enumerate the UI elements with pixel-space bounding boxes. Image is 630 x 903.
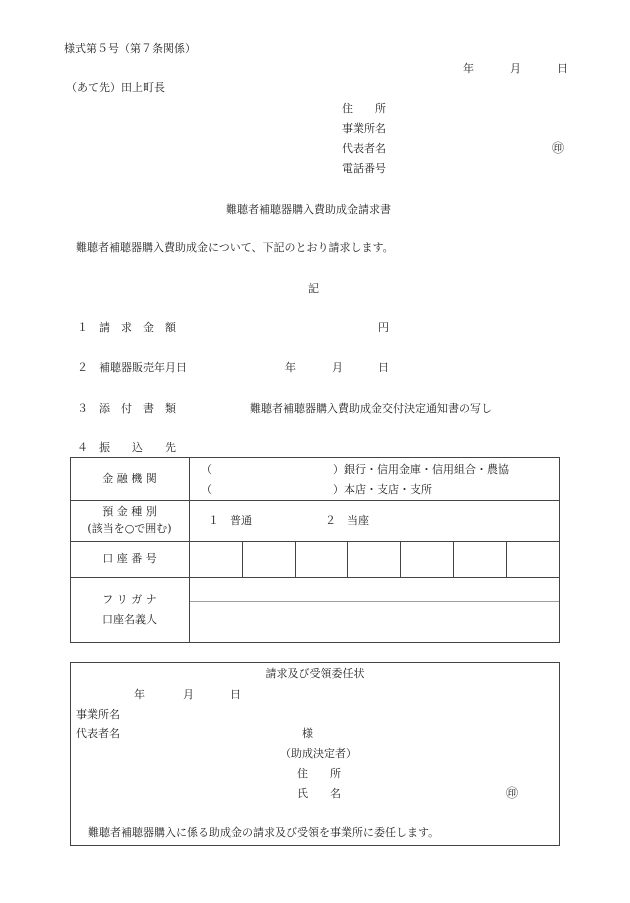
account-digit-divider xyxy=(506,541,507,577)
account-digit-divider xyxy=(400,541,401,577)
bank-table-row-divider xyxy=(70,577,560,578)
bank-table-row-divider xyxy=(70,500,560,501)
item-amount-label: 請 求 金 額 xyxy=(99,321,176,334)
bank-table-column-divider xyxy=(189,457,190,643)
item-sale-date-label: 補聴器販売年月日 xyxy=(99,361,187,374)
item-attachment-value: 難聴者補聴器購入費助成金交付決定通知書の写し xyxy=(250,402,492,415)
account-digit-divider xyxy=(242,541,243,577)
bank-line-1: ）銀行・信用金庫・信用組合・農協 xyxy=(333,463,509,476)
furigana-divider xyxy=(190,601,559,602)
item-amount-number: １ xyxy=(77,321,88,334)
account-number-label: 口 座 番 号 xyxy=(102,552,157,565)
item-sale-date-month: 月 xyxy=(332,361,343,374)
applicant-office-label: 事業所名 xyxy=(342,122,386,135)
item-transfer-label: 振 込 先 xyxy=(99,441,176,454)
item-amount-unit: 円 xyxy=(378,321,389,334)
account-digit-divider xyxy=(295,541,296,577)
delegation-statement: 難聴者補聴器購入に係る助成金の請求及び受領を事業所に委任します。 xyxy=(88,826,440,839)
delegation-sama: 様 xyxy=(302,727,313,740)
date-month-label: 月 xyxy=(510,62,521,75)
delegation-seal: ㊞ xyxy=(506,786,519,800)
applicant-seal: ㊞ xyxy=(552,141,565,155)
deposit-option-ordinary: １ 普通 xyxy=(208,514,252,527)
item-sale-date-day: 日 xyxy=(378,361,389,374)
delegation-title: 請求及び受領委任状 xyxy=(265,667,365,680)
addressee: （あて先）田上町長 xyxy=(66,81,165,94)
account-holder-label: 口座名義人 xyxy=(102,613,157,626)
deposit-type-label: 預 金 種 別 xyxy=(102,505,157,518)
delegation-name-label: 氏 名 xyxy=(297,787,341,800)
date-day-label: 日 xyxy=(557,62,568,75)
date-year-label: 年 xyxy=(463,62,474,75)
account-digit-divider xyxy=(347,541,348,577)
account-digit-divider xyxy=(453,541,454,577)
intro-text: 難聴者補聴器購入費助成金について、下記のとおり請求します。 xyxy=(76,241,394,254)
furigana-label: フ リ ガ ナ xyxy=(102,593,157,606)
bank-line-2: ）本店・支店・支所 xyxy=(333,483,432,496)
delegation-address-label: 住 所 xyxy=(297,767,341,780)
delegation-office-label: 事業所名 xyxy=(76,708,120,721)
applicant-phone-label: 電話番号 xyxy=(342,162,386,175)
delegation-grant-recipient: （助成決定者） xyxy=(280,747,357,760)
item-attachment-label: 添 付 書 類 xyxy=(99,402,176,415)
applicant-representative-label: 代表者名 xyxy=(342,142,386,155)
bank-paren-open-2: （ xyxy=(201,483,212,496)
page-title: 難聴者補聴器購入費助成金請求書 xyxy=(226,203,391,216)
form-number: 様式第５号（第７条関係） xyxy=(64,42,196,55)
deposit-option-current: ２ 当座 xyxy=(325,514,369,527)
item-sale-date-year: 年 xyxy=(285,361,296,374)
institution-label: 金 融 機 関 xyxy=(102,472,157,485)
delegation-year: 年 xyxy=(134,688,145,701)
item-sale-date-number: ２ xyxy=(77,361,88,374)
item-attachment-number: ３ xyxy=(77,402,88,415)
ki-heading: 記 xyxy=(308,282,319,295)
bank-table-row-divider xyxy=(70,541,560,542)
item-transfer-number: ４ xyxy=(77,441,88,454)
delegation-representative-label: 代表者名 xyxy=(76,727,120,740)
deposit-type-note: (該当を○で囲む) xyxy=(87,522,172,535)
applicant-address-label: 住 所 xyxy=(342,102,386,115)
bank-paren-open-1: （ xyxy=(201,463,212,476)
delegation-month: 月 xyxy=(183,688,194,701)
delegation-day: 日 xyxy=(230,688,241,701)
